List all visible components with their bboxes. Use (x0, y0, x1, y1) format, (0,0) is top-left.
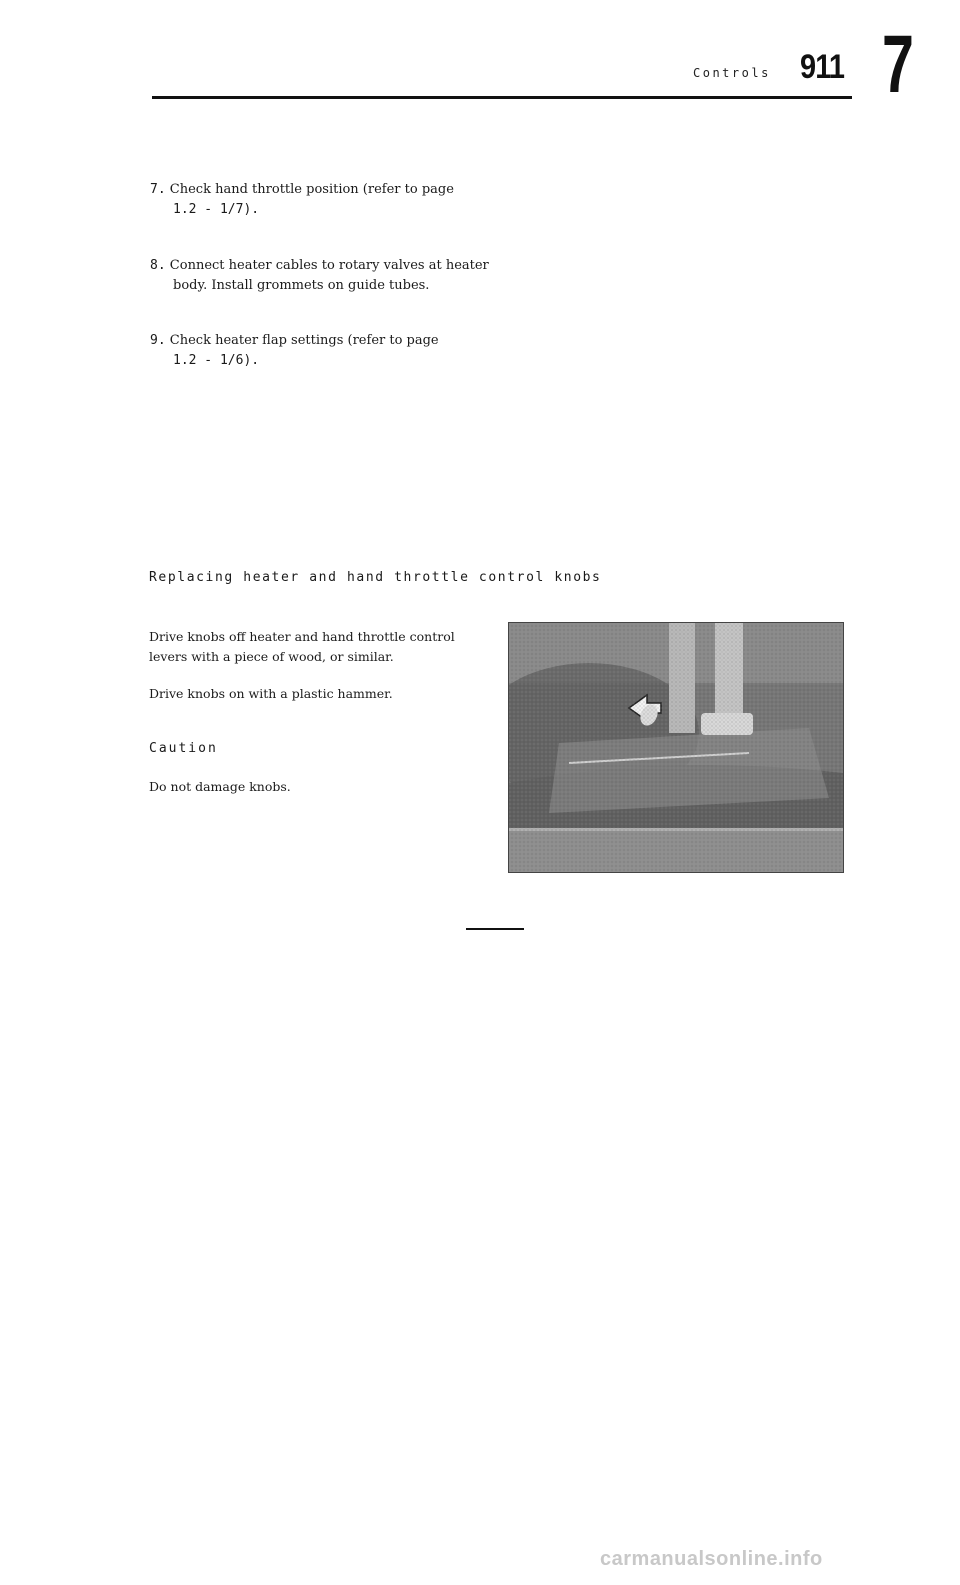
step-number: 9. (150, 333, 166, 348)
step-text-continued: 1.2 - 1/6). (173, 353, 260, 368)
instruction-line: Drive knobs off heater and hand throttle control (149, 629, 455, 644)
photo-illustration (509, 623, 843, 872)
caution-heading: Caution (149, 741, 218, 756)
drive-on-instruction: Drive knobs on with a plastic hammer. (149, 686, 393, 701)
step-text: Check heater flap settings (refer to page (169, 333, 439, 348)
step-text: Check hand throttle position (refer to page (169, 182, 454, 197)
end-rule (466, 928, 524, 930)
caution-text: Do not damage knobs. (149, 779, 291, 794)
step-9 (150, 331, 439, 371)
step-text-continued: body. Install grommets on guide tubes. (173, 278, 430, 293)
step-number: 8. (150, 258, 166, 273)
step-text-continued: 1.2 - 1/7). (173, 202, 260, 217)
header-rule (152, 96, 852, 99)
model-number: 911 (800, 48, 845, 86)
step-text: Connect heater cables to rotary valves at heater (169, 258, 489, 273)
section-heading: Replacing heater and hand throttle control knobs (149, 570, 602, 585)
step-8 (150, 256, 489, 296)
drive-off-instruction (149, 627, 455, 667)
chapter-number: 7 (882, 19, 914, 110)
section-title-header: Controls (693, 66, 771, 80)
step-7 (150, 180, 454, 220)
watermark: carmanualsonline.info (600, 1548, 823, 1570)
instruction-line: levers with a piece of wood, or similar. (149, 649, 394, 664)
step-number: 7. (150, 182, 166, 197)
knob-removal-photo (508, 622, 844, 873)
